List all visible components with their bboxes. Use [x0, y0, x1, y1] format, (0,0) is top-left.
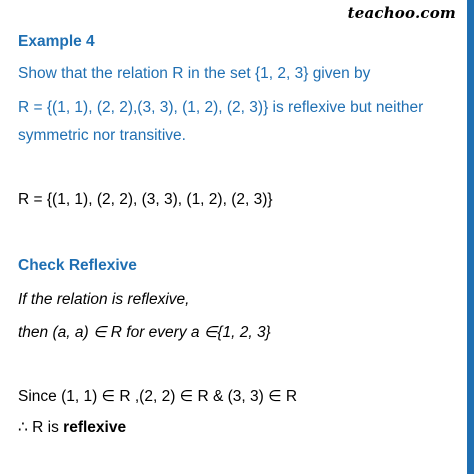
check-reflexive-heading: Check Reflexive [18, 257, 137, 274]
since-statement: Since (1, 1) ∈ R ,(2, 2) ∈ R & (3, 3) ∈ R [18, 388, 298, 405]
conclusion-prefix: ∴ R is [18, 419, 64, 436]
reflexive-conclusion [18, 418, 126, 438]
reflexive-definition-line-1: If the relation is reflexive, [18, 291, 190, 308]
question-line-2: R = {(1, 1), (2, 2),(3, 3), (1, 2), (2, 3)} is reflexive but neither [18, 99, 424, 116]
example-heading: Example 4 [18, 33, 95, 50]
question-line-3: symmetric nor transitive. [18, 127, 186, 144]
question-line-1: Show that the relation R in the set {1, 2, 3} given by [18, 65, 371, 82]
conclusion-bold-word: reflexive [63, 419, 127, 436]
relation-statement: R = {(1, 1), (2, 2), (3, 3), (1, 2), (2, 3)} [18, 191, 273, 208]
reflexive-definition-line-2: then (a, a) ∈ R for every a ∈{1, 2, 3} [18, 324, 271, 341]
teachoo-logo: teachoo.com [347, 4, 456, 22]
accent-side-bar [467, 0, 474, 474]
